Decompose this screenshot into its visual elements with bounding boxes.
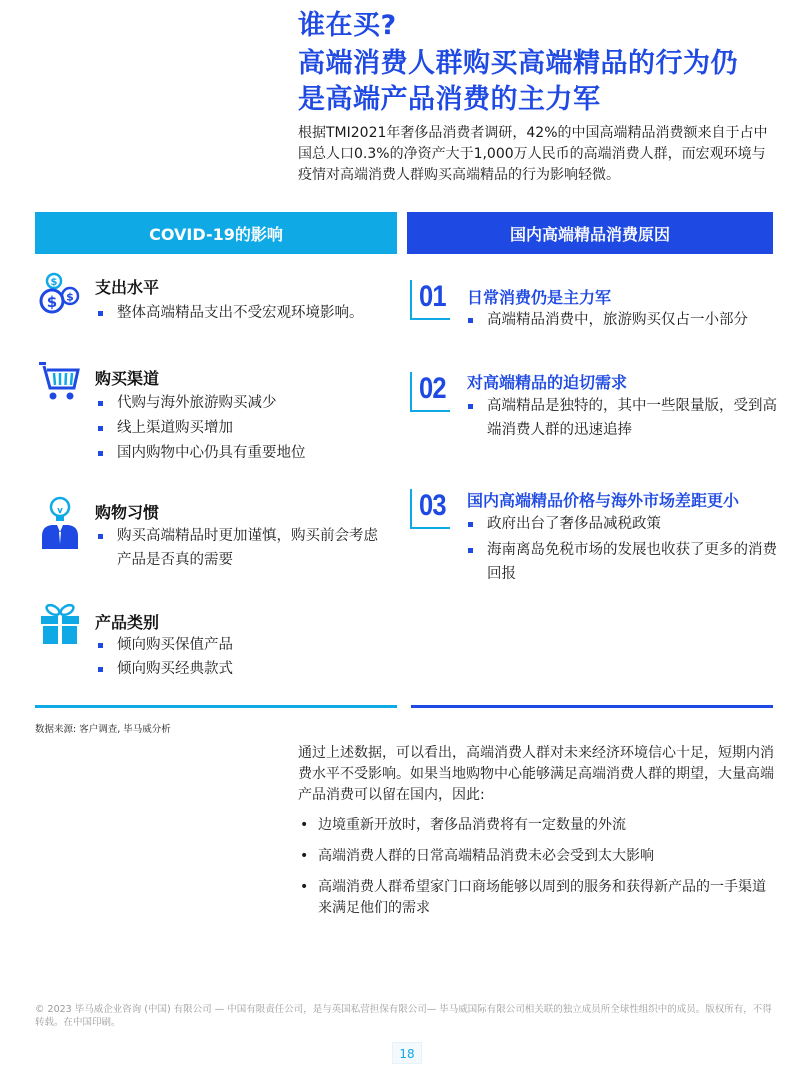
right-divider: [411, 705, 773, 708]
number-03-badge: [410, 485, 454, 529]
list-item: 代购与海外旅游购买减少: [95, 391, 395, 415]
person-lightbulb-icon: [38, 494, 82, 538]
data-source: 数据来源: 客户调查, 毕马威分析: [35, 724, 171, 735]
spending-level-title: 支出水平: [95, 278, 160, 297]
list-item: 国内购物中心仍具有重要地位: [95, 441, 395, 465]
list-item: 倾向购买经典款式: [95, 657, 395, 681]
title-question: 谁在买?: [298, 10, 397, 41]
domestic-reasons-header: 国内高端精品消费原因: [407, 212, 773, 254]
price-gap-list: [465, 512, 777, 586]
page-number: 18: [392, 1042, 422, 1064]
daily-consumption-list: [465, 308, 777, 332]
list-item: • 边境重新开放时，奢侈品消费将有一定数量的外流: [298, 815, 776, 836]
svg-text:$: $: [50, 277, 58, 288]
product-category-list: [95, 633, 395, 681]
left-divider: [35, 705, 397, 708]
list-item: 整体高端精品支出不受宏观环境影响。: [95, 301, 395, 325]
number-02: 02: [419, 372, 446, 405]
shopping-habit-list: [95, 524, 385, 572]
intro-paragraph: 根据TMI2021年奢侈品消费者调研，42%的中国高端精品消费额来自于占中国总人口0.3%的净资产大于1,000万人民币的高端消费人群，而宏观环境与疫情对高端消费人群购买高端精品的行为影响轻微。: [298, 125, 768, 183]
list-item: 线上渠道购买增加: [95, 416, 395, 440]
urgent-demand-title: 对高端精品的迫切需求: [467, 373, 628, 392]
svg-text:$: $: [46, 293, 58, 311]
title-line-2: 是高端产品消费的主力军: [298, 84, 601, 115]
title-block: [298, 8, 778, 118]
spending-level-list: [95, 301, 395, 325]
gift-icon: [40, 604, 84, 648]
number-01: 01: [419, 280, 446, 313]
number-02-badge: [410, 368, 454, 412]
title-line-1: 高端消费人群购买高端精品的行为仍: [298, 48, 738, 79]
price-gap-title: 国内高端精品价格与海外市场差距更小: [467, 491, 740, 510]
list-item: 购买高端精品时更加谨慎，购买前会考虑产品是否真的需要: [95, 524, 385, 572]
number-01-badge: [410, 276, 454, 320]
product-category-title: 产品类别: [95, 613, 160, 632]
svg-text:$: $: [66, 290, 74, 304]
list-item: 海南离岛免税市场的发展也收获了更多的消费回报: [465, 538, 777, 586]
shopping-habit-title: 购物习惯: [95, 503, 160, 522]
list-item: • 高端消费人群希望家门口商场能够以周到的服务和获得新产品的一手渠道来满足他们的需求: [298, 877, 776, 919]
purchase-channel-list: [95, 391, 395, 465]
list-item: 高端精品消费中，旅游购买仅占一小部分: [465, 308, 777, 332]
list-item: • 高端消费人群的日常高端精品消费未必会受到太大影响: [298, 846, 776, 867]
purchase-channel-title: 购买渠道: [95, 369, 160, 388]
list-item: 政府出台了奢侈品减税政策: [465, 512, 777, 536]
covid-impact-header: COVID-19的影响: [35, 212, 397, 254]
urgent-demand-list: [465, 394, 779, 442]
list-item: 高端精品是独特的，其中一些限量版，受到高端消费人群的迅速追捧: [465, 394, 779, 442]
copyright-footer: © 2023 毕马威企业咨询 (中国) 有限公司 — 中国有限责任公司，是与英国私营担保有限公司— 毕马威国际有限公司相关联的独立成员所全球性组织中的成员。版权所有，不得转载。在中国印刷。: [35, 1004, 772, 1028]
shopping-cart-icon: [38, 360, 82, 404]
daily-consumption-title: 日常消费仍是主力军: [467, 288, 612, 307]
list-item: 倾向购买保值产品: [95, 633, 395, 657]
money-coins-icon: [38, 272, 82, 316]
conclusion-paragraph: 通过上述数据，可以看出，高端消费人群对未来经济环境信心十足，短期内消费水平不受影响。如果当地购物中心能够满足高端消费人群的期望，大量高端产品消费可以留在国内，因此:: [298, 745, 774, 803]
number-03: 03: [419, 489, 446, 522]
conclusion-list: [298, 815, 776, 929]
